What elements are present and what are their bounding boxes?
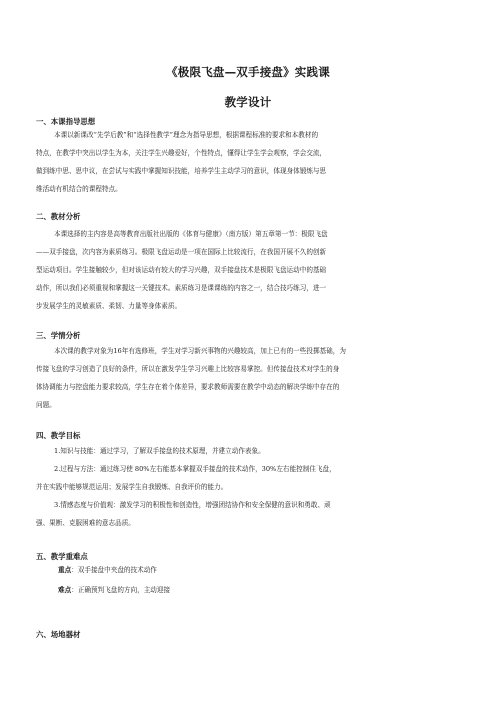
paragraph-line: 体协调能力与控盘能力要求较高，学生存在着个体差异，要求教师需要在教学中动态的解决学练中存在的: [36, 383, 340, 391]
paragraph-line: 本课以新课改“先学后教”和“选择性教学”理念为指导思想，根据课程标准的要求和本教材的: [54, 131, 319, 139]
paragraph-line: 问题。: [36, 401, 56, 409]
section-body-learner-analysis: [36, 342, 462, 414]
section-heading-learner-analysis: 三、学情分析: [36, 331, 81, 340]
key-point-label: 重点: [58, 566, 72, 574]
section-body-guiding-idea: [36, 126, 462, 198]
paragraph-line: 型运动项目。学生接触较少，但对该运动有较大的学习兴趣，双手接盘技术是极限飞盘运动中的基础: [36, 266, 327, 274]
section-heading-guiding-idea: 一、本课指导思想: [36, 117, 96, 126]
section-body-material-analysis: [36, 225, 462, 315]
paragraph-line: 传接飞盘的学习创造了良好的条件，所以在激发学生学习兴趣上比较容易掌控。但传接盘技术对学生的身: [36, 365, 340, 373]
section-heading-venue-equipment: 六、场地器材: [36, 630, 81, 639]
paragraph-line: 本次课的教学对象为16年有选修班，学生对学习新兴事物的兴趣较高，加上已有的一些投掷基础，为: [54, 347, 346, 355]
goal-line: 3.情感态度与价值观：激发学习的积极性和创造性，增强团结协作和安全保健的意识和勇敢、顽: [54, 501, 331, 509]
document-subtitle: 教学设计: [224, 95, 272, 109]
difficulty-label: 难点: [58, 586, 72, 594]
goal-line: 强、果断、克服困难的意志品质。: [36, 519, 135, 527]
goal-line: 2.过程与方法：通过练习使 80%左右能基本掌握双手接盘的技术动作，30%左右能控制住飞盘，: [54, 465, 336, 473]
paragraph-line: 做到练中思、思中议，在尝试与实践中掌握知识技能，培养学生主动学习的意识，体现身体锻炼与思: [36, 167, 327, 175]
difficulty-line: [58, 584, 170, 594]
section-heading-key-points: 五、教学重难点: [36, 552, 88, 561]
paragraph-line: 动作，所以我们必须重视和掌握这一关键技术。素质练习是课课练的内容之一，结合技巧练习，进一: [36, 284, 327, 292]
paragraph-line: 维活动有机结合的课程特点。: [36, 185, 122, 193]
key-point-line: [58, 564, 157, 574]
key-point-text: ：双手接盘中夹盘的技术动作: [71, 566, 157, 574]
document-title: 《极限飞盘—双手接盘》实践课: [166, 65, 330, 79]
difficulty-text: ：正确预判飞盘的方向，主动迎接: [71, 586, 171, 594]
section-heading-material-analysis: 二、教材分析: [36, 212, 81, 221]
goal-line: 1.知识与技能：通过学习，了解双手接盘的技术原理，并建立动作表象。: [54, 447, 265, 455]
paragraph-line: 本课选择的主内容是高等教育出版社出版的《体育与健康》（南方版）第五章第一节：极限飞盘: [54, 230, 328, 238]
paragraph-line: 特点，在教学中突出以学生为本，关注学生兴趣爱好，个性特点，懂得让学生学会观察，学会交流，: [36, 149, 327, 157]
goal-line: 并在实践中能够规范运用；发展学生自我锻炼、自我评价的能力。: [36, 483, 228, 491]
section-heading-teaching-goals: 四、教学目标: [36, 431, 81, 440]
paragraph-line: ——双手接盘，次内容为素质练习。极限飞盘运动是一项在国际上比较流行，在我国开展不久的创新: [36, 248, 327, 256]
paragraph-line: 步发展学生的灵敏素质、柔韧、力量等身体素质。: [36, 302, 182, 310]
section-body-teaching-goals: [36, 442, 462, 532]
